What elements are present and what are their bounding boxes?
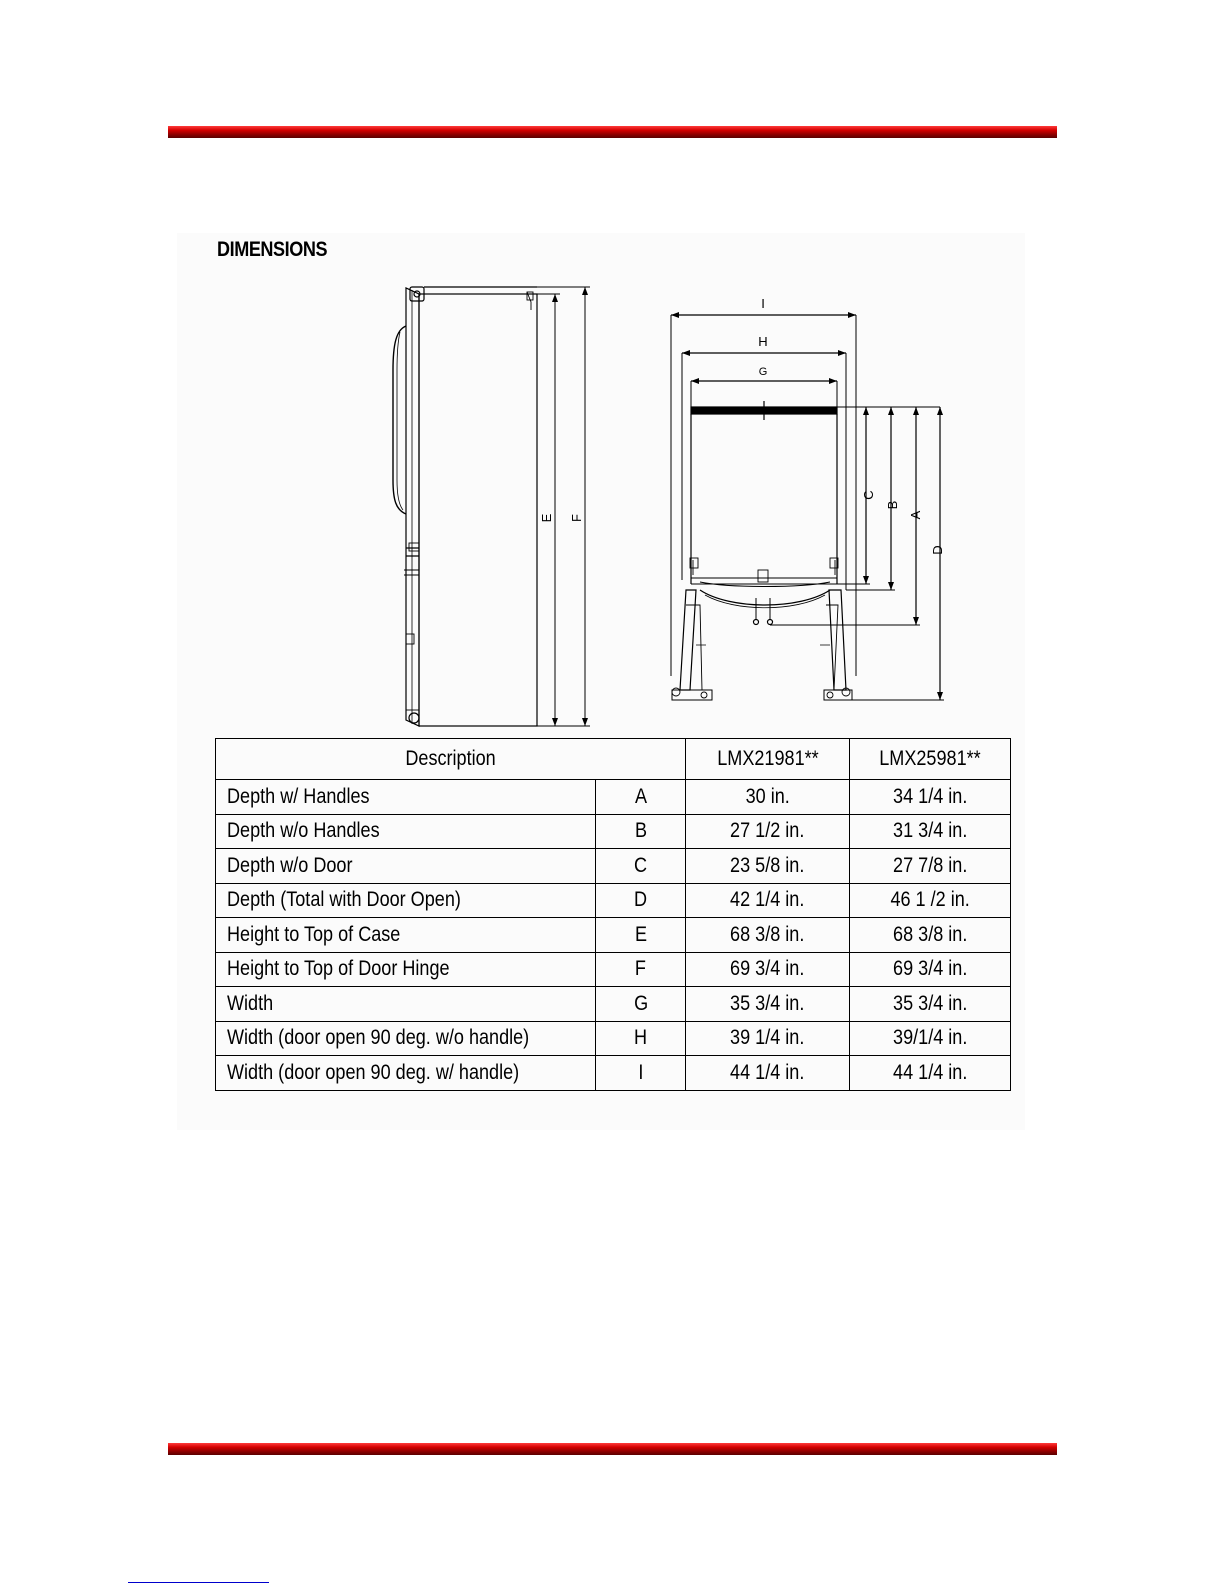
row-key: C — [596, 849, 686, 884]
label-i: I — [761, 296, 765, 311]
dimensions-table — [215, 738, 1011, 1091]
row-model-2-value: 34 1/4 in. — [850, 780, 1011, 815]
table-row — [216, 814, 1011, 849]
row-description: Width — [216, 987, 596, 1022]
footer-link-underline[interactable] — [128, 1582, 269, 1583]
label-h: H — [758, 334, 768, 349]
footer-red-rule — [168, 1443, 1057, 1455]
roller-foot — [409, 713, 419, 723]
side-view-cabinet — [419, 294, 537, 726]
label-g: G — [758, 366, 768, 378]
row-model-2-value: 44 1/4 in. — [850, 1056, 1011, 1091]
row-model-2-value: 35 3/4 in. — [850, 987, 1011, 1022]
label-c: C — [861, 490, 876, 500]
row-model-2-value: 31 3/4 in. — [850, 814, 1011, 849]
row-description: Depth w/o Handles — [216, 814, 596, 849]
header-description: Description — [216, 739, 686, 780]
header-model-1: LMX21981** — [686, 739, 850, 780]
label-f: F — [569, 514, 584, 522]
table-row — [216, 1056, 1011, 1091]
row-model-2-value: 27 7/8 in. — [850, 849, 1011, 884]
row-model-1-value: 42 1/4 in. — [686, 883, 850, 918]
row-model-1-value: 30 in. — [686, 780, 850, 815]
door-handle — [393, 326, 406, 514]
row-key: H — [596, 1021, 686, 1056]
table-row — [216, 918, 1011, 953]
label-b: B — [885, 500, 900, 510]
row-key: I — [596, 1056, 686, 1091]
row-description: Width (door open 90 deg. w/o handle) — [216, 1021, 596, 1056]
row-model-1-value: 27 1/2 in. — [686, 814, 850, 849]
section-title: DIMENSIONS — [217, 238, 328, 261]
label-d: D — [930, 545, 945, 555]
table-row — [216, 987, 1011, 1022]
row-description: Depth (Total with Door Open) — [216, 883, 596, 918]
row-key: D — [596, 883, 686, 918]
label-a: A — [908, 510, 923, 520]
row-model-2-value: 39/1/4 in. — [850, 1021, 1011, 1056]
table-row — [216, 780, 1011, 815]
row-model-2-value: 68 3/8 in. — [850, 918, 1011, 953]
dimension-drawing — [0, 0, 1225, 740]
row-model-1-value: 39 1/4 in. — [686, 1021, 850, 1056]
row-model-1-value: 44 1/4 in. — [686, 1056, 850, 1091]
row-model-1-value: 23 5/8 in. — [686, 849, 850, 884]
table-row — [216, 849, 1011, 884]
row-key: G — [596, 987, 686, 1022]
label-e: E — [539, 513, 554, 523]
row-description: Depth w/o Door — [216, 849, 596, 884]
row-model-2-value: 69 3/4 in. — [850, 952, 1011, 987]
table-row — [216, 883, 1011, 918]
table-header-row — [216, 739, 1011, 780]
side-view-drawing — [393, 287, 590, 726]
row-model-2-value: 46 1 /2 in. — [850, 883, 1011, 918]
row-description: Depth w/ Handles — [216, 780, 596, 815]
row-description: Height to Top of Door Hinge — [216, 952, 596, 987]
row-description: Height to Top of Case — [216, 918, 596, 953]
row-key: A — [596, 780, 686, 815]
table-row — [216, 1021, 1011, 1056]
door-swing-arc — [700, 590, 830, 605]
top-view-drawing — [671, 312, 944, 700]
row-key: E — [596, 918, 686, 953]
row-description: Width (door open 90 deg. w/ handle) — [216, 1056, 596, 1091]
row-key: F — [596, 952, 686, 987]
row-model-1-value: 69 3/4 in. — [686, 952, 850, 987]
side-view-door — [406, 288, 419, 726]
row-model-1-value: 68 3/8 in. — [686, 918, 850, 953]
table-row — [216, 952, 1011, 987]
header-model-2: LMX25981** — [850, 739, 1011, 780]
row-key: B — [596, 814, 686, 849]
row-model-1-value: 35 3/4 in. — [686, 987, 850, 1022]
